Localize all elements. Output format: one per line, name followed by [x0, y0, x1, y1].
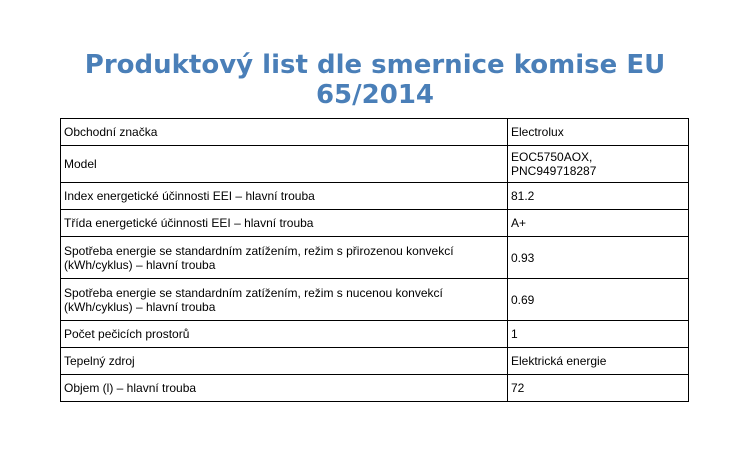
table-row	[61, 237, 689, 279]
table-row	[61, 210, 689, 237]
row-label	[61, 237, 508, 279]
table-row	[61, 348, 689, 375]
row-label: Třída energetické účinnosti EEI – hlavní trouba	[61, 210, 508, 237]
row-label-line-1: Spotřeba energie se standardním zatížením, režim s nucenou konvekcí	[64, 285, 443, 300]
product-sheet-table	[60, 118, 689, 402]
row-value: Electrolux	[508, 119, 689, 146]
title-line-2: 65/2014	[315, 80, 435, 110]
row-value: 72	[508, 375, 689, 402]
row-label: Počet pečicích prostorů	[61, 321, 508, 348]
row-label	[61, 279, 508, 321]
document-title	[0, 50, 750, 110]
row-label-line-1: Spotřeba energie se standardním zatížením, režim s přirozenou konvekcí	[64, 243, 454, 258]
title-line-1: Produktový list dle smernice komise EU	[84, 50, 666, 80]
row-value: 1	[508, 321, 689, 348]
table-row	[61, 146, 689, 183]
table-row	[61, 321, 689, 348]
row-value-line-1: EOC5750AOX,	[511, 150, 593, 164]
table-row	[61, 279, 689, 321]
row-value: 81.2	[508, 183, 689, 210]
row-label: Obchodní značka	[61, 119, 508, 146]
row-label-line-2: (kWh/cyklus) – hlavní trouba	[64, 257, 216, 272]
row-label: Index energetické účinnosti EEI – hlavní trouba	[61, 183, 508, 210]
row-value	[508, 146, 689, 183]
row-value-line-2: PNC949718287	[511, 164, 597, 178]
table-row	[61, 119, 689, 146]
row-value: Elektrická energie	[508, 348, 689, 375]
row-value: 0.93	[508, 237, 689, 279]
row-value: A+	[508, 210, 689, 237]
table-row	[61, 183, 689, 210]
row-label: Objem (l) – hlavní trouba	[61, 375, 508, 402]
table-row	[61, 375, 689, 402]
row-label: Tepelný zdroj	[61, 348, 508, 375]
row-label-line-2: (kWh/cyklus) – hlavní trouba	[64, 299, 216, 314]
row-value: 0.69	[508, 279, 689, 321]
row-label: Model	[61, 146, 508, 183]
